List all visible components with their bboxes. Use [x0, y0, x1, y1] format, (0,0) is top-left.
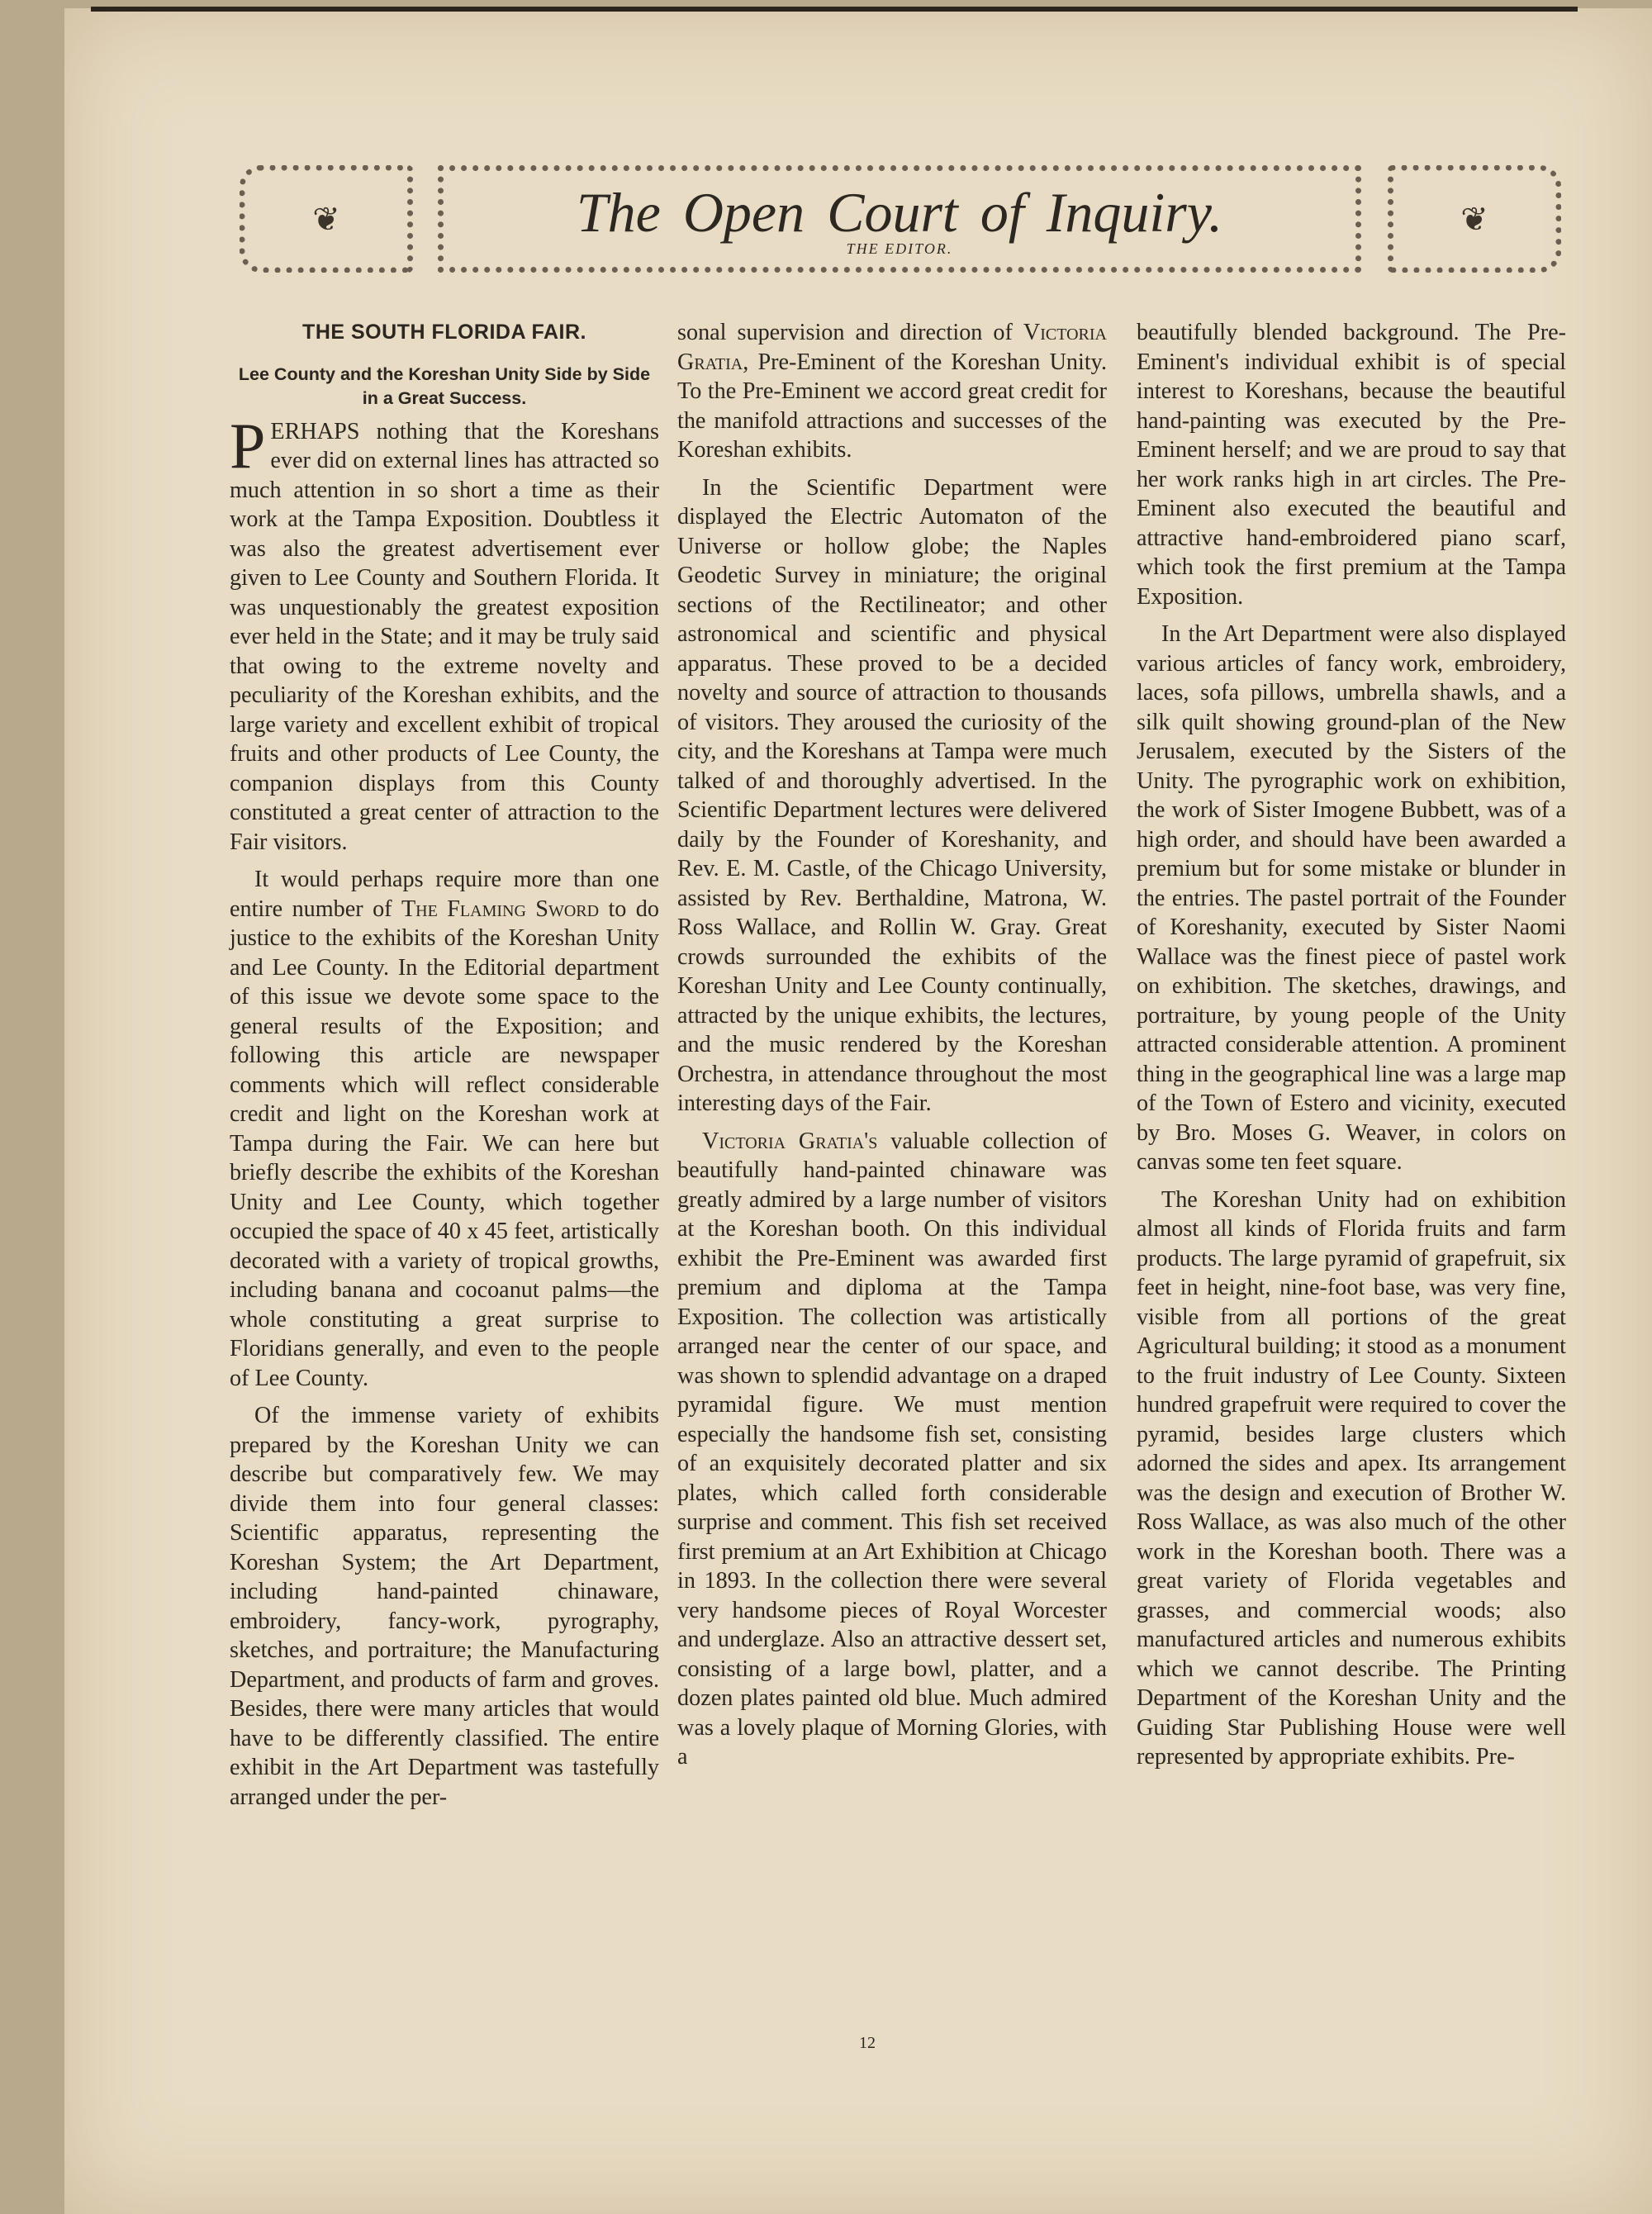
fleuron-icon: ❦ — [1460, 201, 1488, 239]
header-left-ornament-box — [240, 165, 413, 273]
publication-name: The Flaming Sword — [401, 896, 600, 922]
paragraph: It would perhaps require more than one entire number of The Flaming Sword to do justice to the exhibits of the Koreshan Unity and Lee County. In the Editorial department of this issue we devote some space to the general results of the Exposition; and following this article are newspaper comments which will reflect considerable credit and light on the Koreshan work at Tampa during the Fair. We can here but briefly describe the exhibits of the Koreshan Unity and Lee County, which together occupied the space of 40 x 45 feet, artistically decorated with a variety of tropical growths, including banana and cocoanut palms—the whole constituting a great surprise to Floridians generally, and even to the people of Lee County. — [230, 867, 659, 1391]
section-byline: THE EDITOR. — [846, 240, 953, 257]
paragraph: In the Scientific Department were displayed the Electric Automaton of the Universe or hollow globe; the Naples Geodetic Survey in miniature; the original sections of the Rectilineator; and other astronomical and scientific and physical apparatus. These proved to be a decided novelty and source of attraction to thousands of visitors. They aroused the curiosity of the city, and the Koreshans at Tampa were much talked of and thoroughly advertised. In the Scientific Department lectures were delivered daily by the Founder of Koreshanity, and Rev. E. M. Castle, of the Chicago University, assisted by Rev. Berthaldine, Matrona, W. Ross Wallace, and Rollin W. Gray. Great crowds surrounded the exhibits of the Koreshan Unity and Lee County continually, attracted by the unique exhibits, the lectures, and the music rendered by the Koreshan Orchestra, in attendance throughout the most interesting days of the Fair. — [677, 474, 1107, 1116]
paragraph: sonal supervision and direction of Victoria Gratia, Pre-Eminent of the Koreshan Unity. To the Pre-Eminent we accord great credit for the manifold attractions and successes of the Koreshan exhibits. — [677, 320, 1107, 463]
header-title-box — [438, 165, 1361, 273]
section-header — [240, 165, 1561, 273]
column-1 — [230, 318, 659, 1820]
section-title: The Open Court of Inquiry. — [576, 181, 1223, 244]
page-top-edge — [91, 7, 1578, 12]
paragraph: beautifully blended background. The Pre-Eminent's individual exhibit is of special interest to Koreshans, because the beautiful hand-painting was executed by the Pre-Eminent herself; and we are proud to say that her work ranks high in art circles. The Pre-Eminent also executed the beautiful and attractive hand-embroidered piano scarf, which took the first premium at the Tampa Exposition. — [1137, 320, 1566, 610]
paragraph: The Koreshan Unity had on exhibition almost all kinds of Florida fruits and farm products. The large pyramid of grapefruit, six feet in height, nine-foot base, was very fine, visible from all portions of the great Agricultural building; it stood as a monument to the fruit industry of Lee County. Sixteen hundred grapefruit were required to cover the pyramid, besides large clusters which adorned the sides and apex. Its arrangement was the design and execution of Brother W. Ross Wallace, as was also much of the other work in the Koreshan booth. There was a great variety of Florida vegetables and grasses, and commercial woods; also manufactured articles and numerous exhibits which we cannot describe. The Printing Department of the Koreshan Unity and the Guiding Star Publishing House were well represented by appropriate exhibits. Pre- — [1137, 1186, 1566, 1770]
column-3 — [1137, 318, 1566, 1780]
page-number: 12 — [859, 2034, 876, 2052]
paragraph: Of the immense variety of exhibits prepared by the Koreshan Unity we can describe but comparatively few. We may divide them into four general classes: Scientific apparatus, representing the Koreshan System; the Art Department, including hand-painted chinaware, embroidery, fancy-work, pyrography, sketches, and portraiture; the Manufacturing Department, and products of farm and groves. Besides, there were many articles that would have to be differently classified. The entire exhibit in the Art Department was tastefully arranged under the per- — [230, 1403, 659, 1810]
paragraph: PERHAPS nothing that the Koreshans ever did on external lines has attracted so much attention in so short a time as their work at the Tampa Exposition. Doubtless it was also the greatest advertisement ever given to Lee County and Southern Florida. It was unquestionably the greatest exposition ever held in the State; and it may be truly said that owing to the extreme novelty and peculiarity of the Koreshan exhibits, and the large variety and excellent exhibit of tropical fruits and other products of Lee County, the companion displays from this County constituted a great center of attraction to the Fair visitors. — [230, 409, 659, 855]
fleuron-icon: ❦ — [312, 201, 340, 239]
article-subheadline: Lee County and the Koreshan Unity Side by Side in a Great Success. — [238, 363, 651, 408]
person-name: Victoria Gratia's — [702, 1128, 878, 1154]
paragraph: Victoria Gratia's valuable collection of beautifully hand-painted chinaware was greatly admired by a large number of visitors at the Koreshan booth. On this individual exhibit the Pre-Eminent was awarded first premium and diploma at the Tampa Exposition. The collection was artistically arranged near the center of our space, and was shown to splendid advantage on a draped pyramidal figure. We must mention especially the handsome fish set, consisting of an exquisitely decorated platter and six plates, which called forth considerable surprise and comment. This fish set received first premium at an Art Exhibition at Chicago in 1893. In the collection there were several very handsome pieces of Royal Worcester and underglaze. Also an attractive dessert set, consisting of a large bowl, platter, and a dozen plates painted old blue. Much admired was a lovely plaque of Morning Glories, with a — [677, 1128, 1107, 1770]
person-name: Victoria Gratia — [677, 320, 1107, 375]
paragraph: In the Art Department were also displayed various articles of fancy work, embroidery, laces, sofa pillows, umbrella shawls, and a silk quilt showing ground-plan of the New Jerusalem, executed by the Sisters of the Unity. The pyrographic work on exhibition, the work of Sister Imogene Bubbett, was of a high order, and should have been awarded a premium but for some mistake or blunder in the entries. The pastel portrait of the Founder of Koreshanity, executed by Sister Naomi Wallace was the finest piece of pastel work on exhibition. The sketches, drawings, and portraiture, by young people of the Unity attracted considerable attention. A prominent thing in the geographical line was a large map of the Town of Estero and vicinity, executed by Bro. Moses G. Weaver, in colors on canvas some ten feet square. — [1137, 621, 1566, 1175]
header-right-ornament-box — [1388, 165, 1561, 273]
article-headline: THE SOUTH FLORIDA FAIR. — [302, 321, 586, 344]
drop-cap: P — [230, 409, 266, 482]
column-2 — [677, 318, 1107, 1780]
